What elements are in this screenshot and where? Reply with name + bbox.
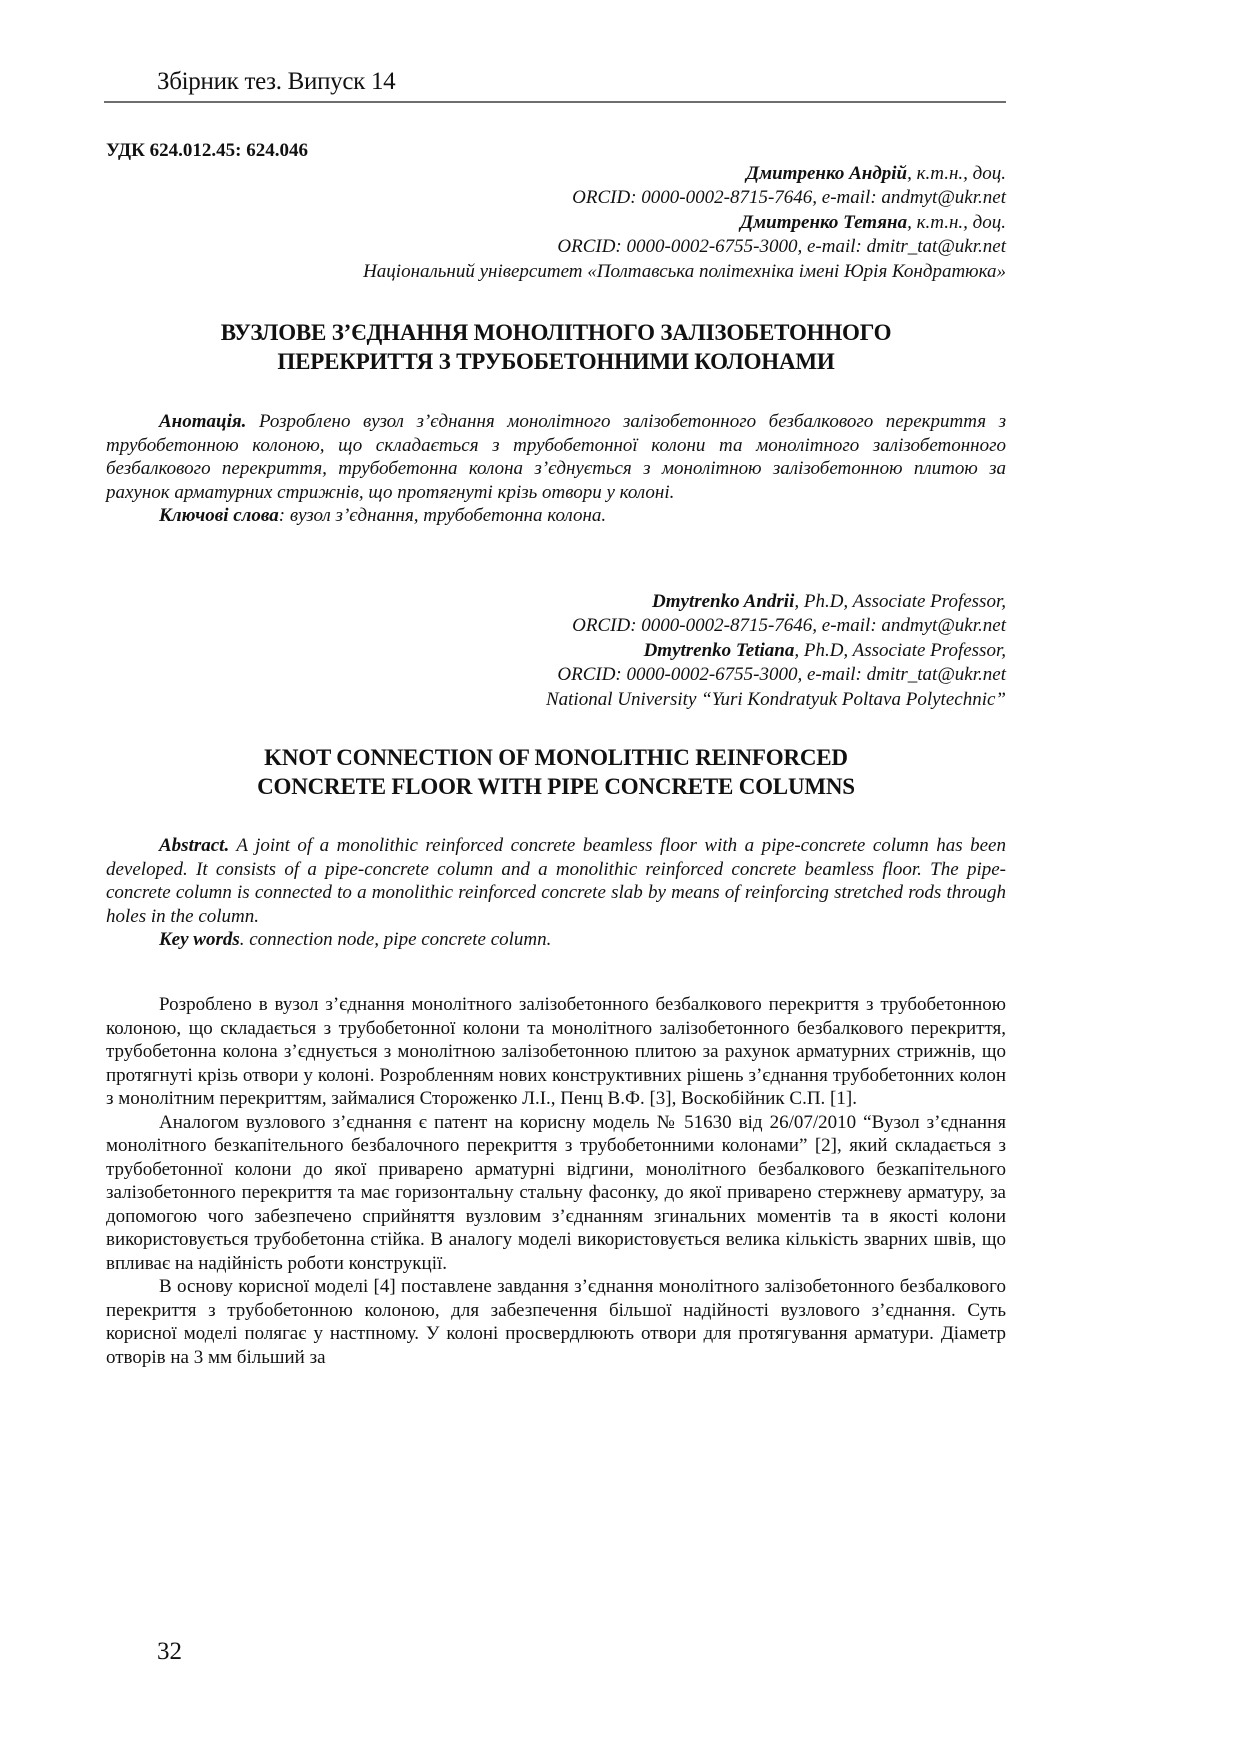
abstract-en: Abstract. A joint of a monolithic reinforced concrete beamless floor with a pipe-concrete column has been developed. It consists of a pipe-concrete column and a monolithic reinforced concrete beamless floor. The pipe-concrete column is connected to a monolithic reinforced concrete slab by means of reinforcing stretched rods through holes in the column. Key words. connection node, pipe concrete column. (106, 835, 1006, 950)
udk-code: УДК 624.012.45: 624.046 (106, 140, 308, 161)
author-1: Дмитренко Андрій, к.т.н., доц. (746, 163, 1006, 184)
header-rule (104, 101, 1006, 103)
author-2-en-orcid: ORCID: 0000-0002-6755-3000, e-mail: dmitr_tat@ukr.net (557, 664, 1006, 686)
title-ua: ВУЗЛОВЕ З’ЄДНАННЯ МОНОЛІТНОГО ЗАЛІЗОБЕТОННОГО ПЕРЕКРИТТЯ З ТРУБОБЕТОННИМИ КОЛОНАМИ (220, 320, 892, 374)
author-1-en-orcid: ORCID: 0000-0002-8715-7646, e-mail: andmyt@ukr.net (572, 615, 1006, 637)
author-1-en: Dmytrenko Andrii, Ph.D, Associate Professor, (652, 591, 1006, 612)
authors-en (106, 590, 1006, 712)
author-2-en: Dmytrenko Tetiana, Ph.D, Associate Professor, (643, 639, 1006, 661)
author-2: Дмитренко Тетяна, к.т.н., доц. (740, 211, 1006, 233)
abstract-ua: Анотація. Розроблено вузол з’єднання монолітного залізобетонного безбалкового перекриття з трубобетонною колоною, що складається з трубобетонної колони та монолітного залізобетонного безбалкового перекриття, трубобетонна колона з’єднується з монолітною залізобетонною плитою за рахунок арматурних стрижнів, що протягнуті крізь отвори у колоні. Ключові слова: вузол з’єднання, трубобетонна колона. (106, 411, 1006, 526)
running-header: Збірник тез. Випуск 14 (157, 68, 396, 95)
body-text (106, 993, 1006, 1369)
title-en: KNOT CONNECTION OF MONOLITHIC REINFORCED CONCRETE FLOOR WITH PIPE CONCRETE COLUMNS (257, 745, 855, 799)
paragraph: В основу корисної моделі [4] поставлене завдання з’єднання монолітного залізобетонного безбалкового перекриття з трубобетонною колоною, для забезпечення більшої надійності вузлового з’єднання. Суть корисної моделі полягає у настпному. У колоні просвердлюють отвори для протягування арматури. Діаметр отворів на 3 мм більший за (106, 1276, 1006, 1368)
author-2-orcid: ORCID: 0000-0002-6755-3000, e-mail: dmitr_tat@ukr.net (557, 236, 1006, 258)
page-number: 32 (157, 1638, 182, 1665)
affiliation: Національний університет «Полтавська політехніка імені Юрія Кондратюка» (363, 260, 1006, 282)
affiliation-en: National University “Yuri Kondratyuk Poltava Polytechnic” (545, 688, 1006, 710)
paragraph: Розроблено в вузол з’єднання монолітного залізобетонного безбалкового перекриття з трубобетонною колоною, що складається з трубобетонної колони та монолітного залізобетонного безбалкового перекриття, трубобетонна колона з’єднується з монолітною залізобетонною плитою за рахунок арматурних стрижнів, що протягнуті крізь отвори у колоні. Розробленням нових конструктивних рішень з’єднання трубобетонних колон з монолітним перекриттям, займалися Стороженко Л.І., Пенц В.Ф. [3], Воскобійник С.П. [1]. (106, 994, 1006, 1109)
paragraph: Аналогом вузлового з’єднання є патент на корисну модель № 51630 від 26/07/2010 “Вузол з’єднання монолітного безкапітельного безбалочного перекриття з трубобетонними колонами” [2], який складається з трубобетонної колони до якої приварено арматурні відгини, монолітного безбалкового безкапітельного залізобетонного перекриття та має горизонтальну стальну фасонку, до якої приварено стержневу арматуру, за допомогою чого забезпечено сприйняття вузловим з’єднанням згинальних моментів та в якості колони використовується трубобетонна стійка. В аналогу моделі використовується велика кількість зварних швів, що впливає на надійність роботи конструкції. (106, 1111, 1006, 1274)
author-1-orcid: ORCID: 0000-0002-8715-7646, e-mail: andmyt@ukr.net (572, 187, 1006, 209)
authors-ua (106, 162, 1006, 284)
